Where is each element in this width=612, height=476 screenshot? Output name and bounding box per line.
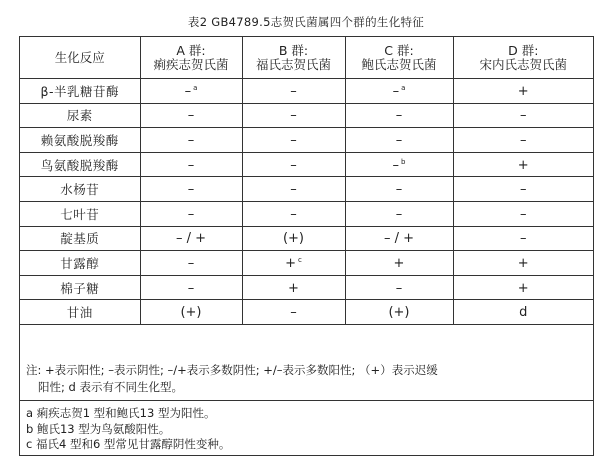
result-value: + xyxy=(285,255,297,271)
footnote-b: b 鲍氏13 型为鸟氨酸阳性。 xyxy=(26,421,171,436)
header-group-label: D 群: xyxy=(508,42,539,58)
result-value: – xyxy=(520,132,527,148)
result-value: – xyxy=(187,157,195,173)
header-species-name: 鲍氏志贺氏菌 xyxy=(361,56,437,72)
legend-note xyxy=(20,358,593,401)
header-group-a xyxy=(140,37,242,79)
result-cell xyxy=(140,201,242,226)
footnote-marker: b xyxy=(401,157,406,166)
result-value: – xyxy=(187,280,195,296)
result-cell xyxy=(140,152,242,177)
result-cell xyxy=(140,103,242,128)
result-value: + xyxy=(517,83,529,99)
result-value: d xyxy=(519,305,528,321)
result-value: – xyxy=(395,182,403,198)
result-value: – xyxy=(395,108,403,124)
result-cell xyxy=(242,275,345,300)
legend-note-line: 注: +表示阳性; –表示阴性; –/+表示多数阴性; +/–表示多数阳性; （+）表示迟缓 xyxy=(26,363,438,377)
reaction-name: 七叶苷 xyxy=(20,201,140,226)
result-cell xyxy=(453,79,593,104)
table-row xyxy=(20,79,593,104)
footnote-c: c 福氏4 型和6 型常见甘露醇阴性变种。 xyxy=(26,437,231,451)
result-value: – xyxy=(187,255,195,271)
table-row xyxy=(20,177,593,202)
table-frame xyxy=(19,36,594,456)
legend-note-line: 阳性; d 表示有不同生化型。 xyxy=(38,380,183,394)
table-row xyxy=(20,275,593,300)
reaction-name: 甘油 xyxy=(20,300,140,325)
result-cell xyxy=(140,79,242,104)
result-cell xyxy=(242,128,345,153)
result-value: – xyxy=(290,108,297,124)
result-value: – xyxy=(290,305,297,321)
result-cell xyxy=(345,152,453,177)
header-group-c xyxy=(345,37,453,79)
result-cell xyxy=(453,201,593,226)
reaction-name: 靛基质 xyxy=(20,226,140,251)
result-cell xyxy=(140,251,242,276)
footnote-marker: c xyxy=(298,255,302,264)
result-cell xyxy=(242,226,345,251)
footnotes xyxy=(20,401,593,453)
header-species-name: 痢疾志贺氏菌 xyxy=(153,56,229,72)
result-cell xyxy=(453,103,593,128)
biochem-table xyxy=(20,37,593,325)
reaction-name: β-半乳糖苷酶 xyxy=(20,79,140,104)
result-value: – xyxy=(520,182,527,198)
result-value: – xyxy=(187,206,195,222)
reaction-name: 甘露醇 xyxy=(20,251,140,276)
result-value: – xyxy=(290,182,297,198)
result-value: – xyxy=(187,108,195,124)
result-cell xyxy=(453,177,593,202)
result-cell xyxy=(242,251,345,276)
result-value: – xyxy=(187,182,195,198)
reaction-name: 水杨苷 xyxy=(20,177,140,202)
result-cell xyxy=(453,251,593,276)
result-value: – xyxy=(395,280,403,296)
result-cell xyxy=(453,300,593,325)
reaction-name: 尿素 xyxy=(20,103,140,128)
header-species-name: 宋内氏志贺氏菌 xyxy=(479,56,567,72)
result-cell xyxy=(242,177,345,202)
result-value: – xyxy=(392,157,400,173)
result-value: – xyxy=(290,206,297,222)
result-cell xyxy=(140,275,242,300)
header-group-label: C 群: xyxy=(384,42,414,58)
header-group-d xyxy=(453,37,593,79)
result-cell xyxy=(242,201,345,226)
result-cell xyxy=(242,300,345,325)
result-cell xyxy=(453,152,593,177)
result-value: – xyxy=(290,83,297,99)
result-value: – xyxy=(520,206,527,222)
result-cell xyxy=(140,226,242,251)
result-cell xyxy=(242,79,345,104)
result-value: – / + xyxy=(175,231,207,247)
table-row xyxy=(20,300,593,325)
result-value: + xyxy=(517,255,529,271)
result-value: + xyxy=(288,280,299,296)
result-cell xyxy=(345,226,453,251)
result-cell xyxy=(345,275,453,300)
header-reaction: 生化反应 xyxy=(20,37,140,79)
footnote-a: a 痢疾志贺1 型和鲍氏13 型为阳性。 xyxy=(26,406,216,420)
result-value: + xyxy=(517,157,529,173)
result-cell xyxy=(140,128,242,153)
table-row xyxy=(20,128,593,153)
result-value: + xyxy=(517,280,529,296)
result-value: (+) xyxy=(180,305,202,321)
result-value: – xyxy=(395,206,403,222)
result-cell xyxy=(345,300,453,325)
header-species-name: 福氏志贺氏菌 xyxy=(255,56,331,72)
result-cell xyxy=(345,251,453,276)
result-value: – xyxy=(184,83,192,99)
header-group-label: A 群: xyxy=(176,42,206,58)
reaction-name: 鸟氨酸脱羧酶 xyxy=(20,152,140,177)
result-cell xyxy=(140,300,242,325)
result-value: – xyxy=(520,231,527,247)
table-row xyxy=(20,226,593,251)
reaction-name: 棉子糖 xyxy=(20,275,140,300)
result-value: + xyxy=(393,255,405,271)
result-cell xyxy=(345,103,453,128)
footnote-marker: a xyxy=(193,83,198,92)
result-cell xyxy=(345,201,453,226)
footnote-marker: a xyxy=(401,83,406,92)
header-group-b xyxy=(242,37,345,79)
table-row xyxy=(20,152,593,177)
result-value: (+) xyxy=(388,305,410,321)
result-cell xyxy=(345,128,453,153)
result-value: – xyxy=(290,157,297,173)
header-row xyxy=(20,37,593,79)
table-caption: 表2 GB4789.5志贺氏菌属四个群的生化特征 xyxy=(187,15,425,29)
result-cell xyxy=(242,152,345,177)
table-row xyxy=(20,103,593,128)
reaction-name: 赖氨酸脱羧酶 xyxy=(20,128,140,153)
result-value: – xyxy=(395,132,403,148)
result-cell xyxy=(453,226,593,251)
result-cell xyxy=(345,79,453,104)
result-cell xyxy=(453,275,593,300)
result-value: – xyxy=(392,83,400,99)
result-cell xyxy=(140,177,242,202)
result-cell xyxy=(453,128,593,153)
result-cell xyxy=(242,103,345,128)
result-value: – xyxy=(187,132,195,148)
result-value: (+) xyxy=(282,231,305,247)
header-group-label: B 群: xyxy=(278,42,309,58)
table-row xyxy=(20,251,593,276)
result-value: – xyxy=(290,132,297,148)
result-cell xyxy=(345,177,453,202)
result-value: – xyxy=(520,108,527,124)
result-value: – / + xyxy=(383,231,415,247)
table-row xyxy=(20,201,593,226)
